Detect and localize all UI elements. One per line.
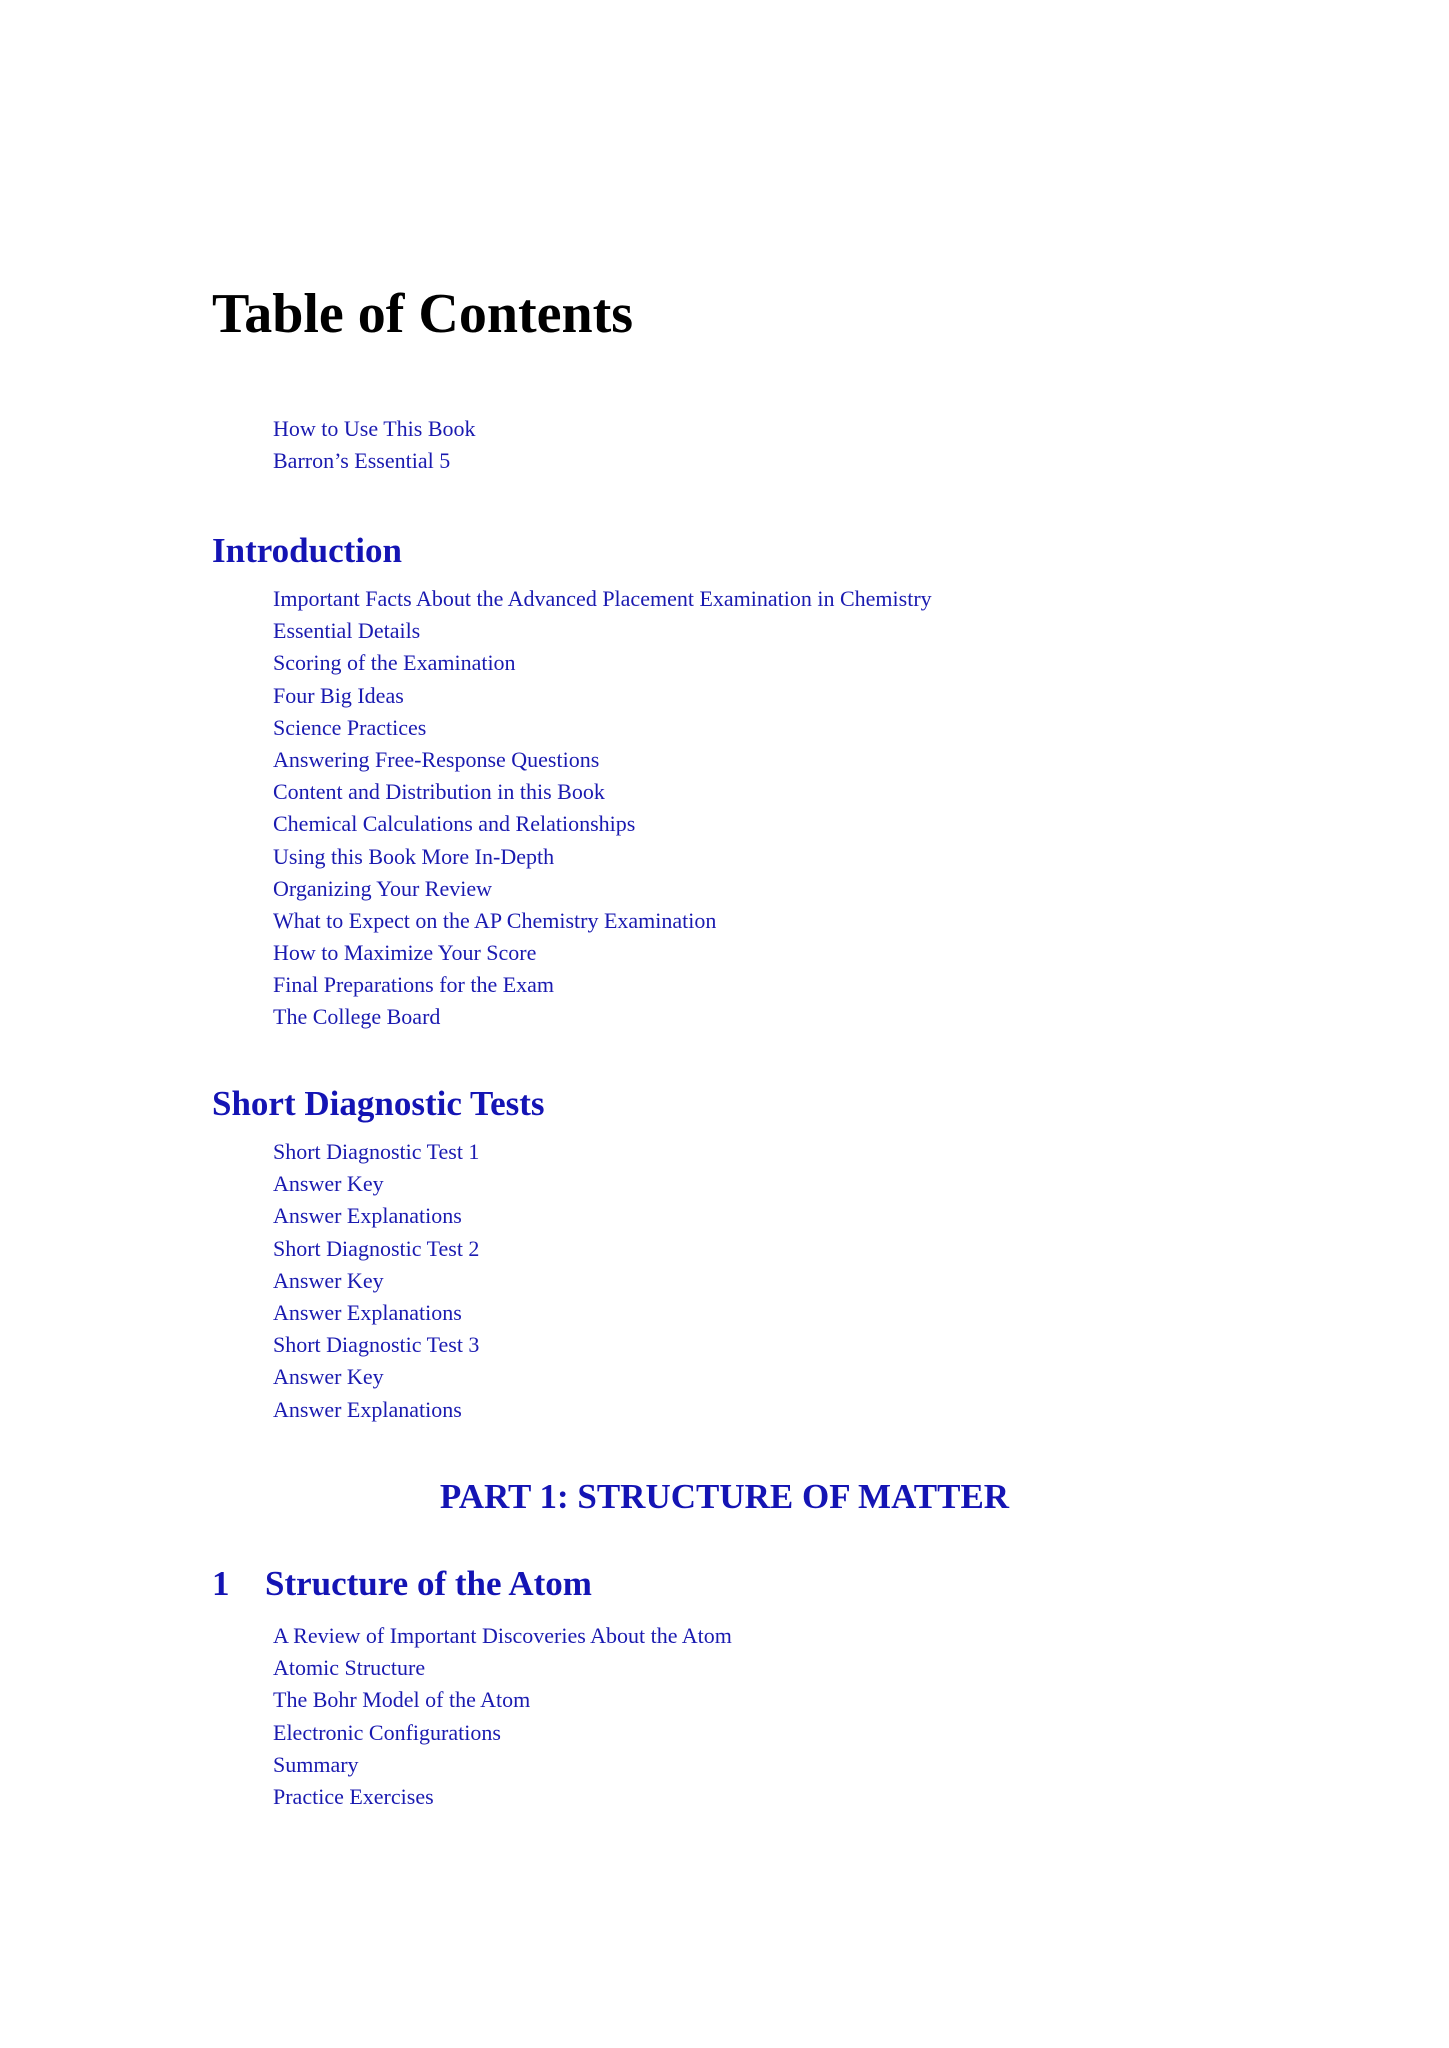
toc-link[interactable]: Four Big Ideas: [273, 682, 404, 708]
toc-link[interactable]: Important Facts About the Advanced Placement Examination in Chemistry: [273, 586, 932, 611]
toc-link[interactable]: Scoring of the Examination: [273, 650, 516, 676]
part-heading[interactable]: PART 1: STRUCTURE OF MATTER: [439, 1477, 1010, 1516]
chapter-number: 1: [212, 1564, 230, 1603]
toc-link-how-to-use[interactable]: How to Use This Book: [273, 416, 476, 441]
toc-link[interactable]: Chemical Calculations and Relationships: [273, 811, 636, 837]
toc-link[interactable]: Answer Explanations: [273, 1396, 462, 1422]
front-matter-list: [273, 413, 476, 477]
toc-link[interactable]: A Review of Important Discoveries About the Atom: [273, 1623, 732, 1648]
toc-link[interactable]: Answer Key: [273, 1267, 384, 1293]
toc-link-essential-5[interactable]: Barron’s Essential 5: [273, 448, 451, 474]
toc-link[interactable]: Organizing Your Review: [273, 875, 492, 901]
toc-link[interactable]: How to Maximize Your Score: [273, 940, 537, 966]
toc-link[interactable]: Answering Free-Response Questions: [273, 746, 600, 772]
chapter-title[interactable]: Structure of the Atom: [265, 1564, 592, 1603]
diagnostic-list: [273, 1136, 479, 1426]
section-heading-introduction[interactable]: Introduction: [212, 531, 402, 570]
chapter1-list: [273, 1620, 732, 1813]
toc-link[interactable]: Answer Key: [273, 1171, 384, 1197]
toc-link[interactable]: Short Diagnostic Test 2: [273, 1235, 480, 1261]
introduction-list: [273, 583, 932, 1034]
toc-link[interactable]: Science Practices: [273, 714, 427, 740]
toc-link[interactable]: Short Diagnostic Test 1: [273, 1139, 480, 1164]
toc-link[interactable]: Summary: [273, 1751, 359, 1777]
toc-link[interactable]: Answer Explanations: [273, 1203, 462, 1229]
toc-link[interactable]: Using this Book More In-Depth: [273, 843, 555, 869]
toc-link[interactable]: Essential Details: [273, 618, 421, 644]
toc-link[interactable]: Practice Exercises: [273, 1783, 434, 1809]
toc-link[interactable]: Final Preparations for the Exam: [273, 972, 555, 998]
toc-link[interactable]: Answer Explanations: [273, 1299, 462, 1325]
toc-link[interactable]: Atomic Structure: [273, 1655, 426, 1681]
toc-link[interactable]: Short Diagnostic Test 3: [273, 1332, 480, 1358]
section-heading-diagnostic-tests[interactable]: Short Diagnostic Tests: [212, 1084, 545, 1123]
toc-link[interactable]: Electronic Configurations: [273, 1719, 501, 1745]
toc-link[interactable]: Answer Key: [273, 1364, 384, 1390]
toc-link[interactable]: The College Board: [273, 1004, 441, 1030]
toc-link[interactable]: Content and Distribution in this Book: [273, 779, 605, 805]
page-title: Table of Contents: [212, 283, 634, 345]
toc-link[interactable]: The Bohr Model of the Atom: [273, 1687, 531, 1713]
toc-link[interactable]: What to Expect on the AP Chemistry Examination: [273, 907, 717, 933]
